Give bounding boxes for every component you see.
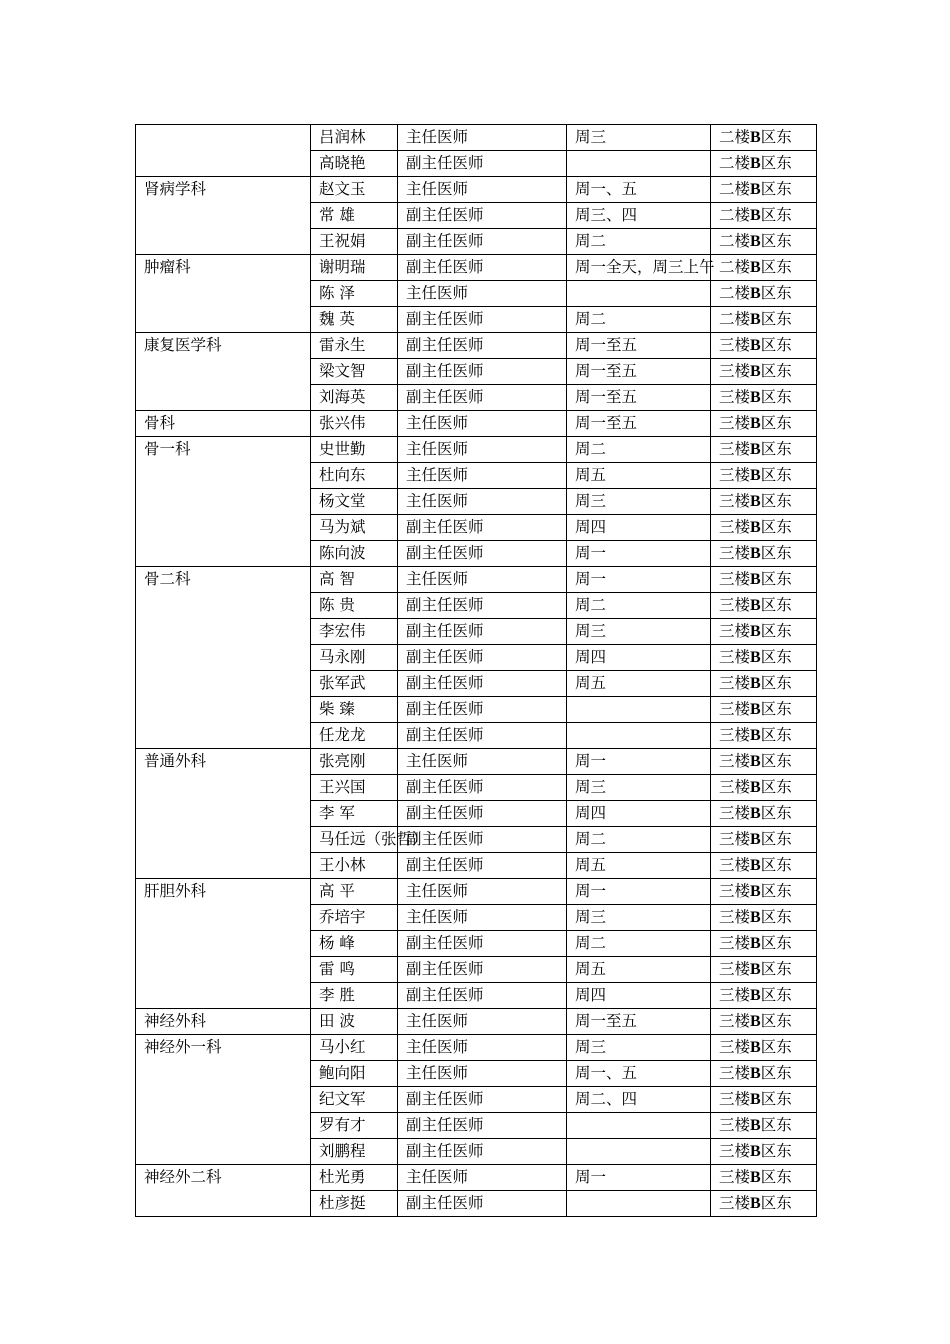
schedule-cell: 周三 xyxy=(567,775,711,801)
doctor-name-cell: 杜向东 xyxy=(311,463,398,489)
schedule-cell: 周一至五 xyxy=(567,411,711,437)
doctor-name-cell: 史世勤 xyxy=(311,437,398,463)
doctor-title-cell: 副主任医师 xyxy=(398,307,567,333)
doctor-title-cell: 副主任医师 xyxy=(398,255,567,281)
location-cell: 三楼B区东 xyxy=(711,801,817,827)
doctor-name-cell: 王祝娟 xyxy=(311,229,398,255)
schedule-cell: 周二 xyxy=(567,931,711,957)
schedule-cell: 周一 xyxy=(567,567,711,593)
table-row xyxy=(136,567,817,593)
doctor-title-cell: 副主任医师 xyxy=(398,593,567,619)
location-cell: 三楼B区东 xyxy=(711,723,817,749)
location-cell: 三楼B区东 xyxy=(711,1139,817,1165)
department-cell: 肿瘤科 xyxy=(136,255,311,333)
doctor-name-cell: 纪文军 xyxy=(311,1087,398,1113)
location-cell: 三楼B区东 xyxy=(711,957,817,983)
table-row xyxy=(136,255,817,281)
schedule-cell: 周一至五 xyxy=(567,385,711,411)
schedule-cell: 周一至五 xyxy=(567,359,711,385)
department-cell: 骨二科 xyxy=(136,567,311,749)
doctor-title-cell: 主任医师 xyxy=(398,437,567,463)
doctor-title-cell: 副主任医师 xyxy=(398,515,567,541)
schedule-cell: 周四 xyxy=(567,801,711,827)
location-cell: 三楼B区东 xyxy=(711,697,817,723)
doctor-name-cell: 雷 鸣 xyxy=(311,957,398,983)
doctor-name-cell: 柴 臻 xyxy=(311,697,398,723)
doctor-name-cell: 王兴国 xyxy=(311,775,398,801)
schedule-cell: 周二、四 xyxy=(567,1087,711,1113)
department-cell: 肝胆外科 xyxy=(136,879,311,1009)
doctor-title-cell: 副主任医师 xyxy=(398,619,567,645)
schedule-cell: 周五 xyxy=(567,463,711,489)
department-cell: 神经外一科 xyxy=(136,1035,311,1165)
location-cell: 三楼B区东 xyxy=(711,567,817,593)
location-cell: 三楼B区东 xyxy=(711,983,817,1009)
table-row xyxy=(136,879,817,905)
doctor-title-cell: 副主任医师 xyxy=(398,541,567,567)
doctor-name-cell: 李 军 xyxy=(311,801,398,827)
schedule-cell xyxy=(567,1191,711,1217)
doctor-name-cell: 常 雄 xyxy=(311,203,398,229)
doctor-title-cell: 副主任医师 xyxy=(398,957,567,983)
doctor-title-cell: 副主任医师 xyxy=(398,1113,567,1139)
department-cell: 神经外科 xyxy=(136,1009,311,1035)
doctor-title-cell: 副主任医师 xyxy=(398,1191,567,1217)
doctor-name-cell: 赵文玉 xyxy=(311,177,398,203)
doctor-name-cell: 刘海英 xyxy=(311,385,398,411)
location-cell: 三楼B区东 xyxy=(711,827,817,853)
location-cell: 三楼B区东 xyxy=(711,489,817,515)
schedule-cell: 周一 xyxy=(567,879,711,905)
schedule-cell: 周三 xyxy=(567,125,711,151)
doctor-title-cell: 副主任医师 xyxy=(398,723,567,749)
schedule-cell: 周三 xyxy=(567,619,711,645)
doctor-name-cell: 高晓艳 xyxy=(311,151,398,177)
schedule-cell: 周一、五 xyxy=(567,177,711,203)
doctor-name-cell: 陈 泽 xyxy=(311,281,398,307)
schedule-cell: 周一至五 xyxy=(567,1009,711,1035)
doctor-name-cell: 田 波 xyxy=(311,1009,398,1035)
location-cell: 二楼B区东 xyxy=(711,151,817,177)
location-cell: 三楼B区东 xyxy=(711,645,817,671)
location-cell: 三楼B区东 xyxy=(711,541,817,567)
schedule-cell xyxy=(567,1113,711,1139)
schedule-cell: 周一 xyxy=(567,541,711,567)
doctor-name-cell: 杨文堂 xyxy=(311,489,398,515)
location-cell: 三楼B区东 xyxy=(711,1087,817,1113)
location-cell: 三楼B区东 xyxy=(711,593,817,619)
schedule-cell: 周二 xyxy=(567,827,711,853)
location-cell: 三楼B区东 xyxy=(711,853,817,879)
doctor-name-cell: 梁文智 xyxy=(311,359,398,385)
doctor-title-cell: 副主任医师 xyxy=(398,801,567,827)
location-cell: 三楼B区东 xyxy=(711,515,817,541)
doctor-name-cell: 马永刚 xyxy=(311,645,398,671)
location-cell: 三楼B区东 xyxy=(711,1035,817,1061)
doctor-title-cell: 主任医师 xyxy=(398,1009,567,1035)
doctor-title-cell: 副主任医师 xyxy=(398,333,567,359)
table-row xyxy=(136,1035,817,1061)
doctor-title-cell: 主任医师 xyxy=(398,463,567,489)
schedule-cell: 周三 xyxy=(567,1035,711,1061)
doctor-name-cell: 雷永生 xyxy=(311,333,398,359)
doctor-name-cell: 高 平 xyxy=(311,879,398,905)
doctor-name-cell: 马小红 xyxy=(311,1035,398,1061)
doctor-name-cell: 杜彦挺 xyxy=(311,1191,398,1217)
department-cell: 骨科 xyxy=(136,411,311,437)
location-cell: 三楼B区东 xyxy=(711,619,817,645)
location-cell: 二楼B区东 xyxy=(711,307,817,333)
table-row xyxy=(136,1165,817,1191)
doctor-title-cell: 主任医师 xyxy=(398,879,567,905)
table-row xyxy=(136,749,817,775)
doctor-title-cell: 主任医师 xyxy=(398,489,567,515)
location-cell: 三楼B区东 xyxy=(711,931,817,957)
location-cell: 三楼B区东 xyxy=(711,1165,817,1191)
doctor-title-cell: 副主任医师 xyxy=(398,1087,567,1113)
doctor-title-cell: 主任医师 xyxy=(398,1165,567,1191)
doctor-title-cell: 副主任医师 xyxy=(398,229,567,255)
doctor-name-cell: 李 胜 xyxy=(311,983,398,1009)
schedule-cell xyxy=(567,281,711,307)
schedule-cell xyxy=(567,723,711,749)
schedule-body xyxy=(136,125,817,1217)
doctor-name-cell: 鲍向阳 xyxy=(311,1061,398,1087)
table-row xyxy=(136,177,817,203)
schedule-cell xyxy=(567,697,711,723)
department-cell: 肾病学科 xyxy=(136,177,311,255)
location-cell: 三楼B区东 xyxy=(711,775,817,801)
department-cell: 康复医学科 xyxy=(136,333,311,411)
doctor-title-cell: 副主任医师 xyxy=(398,359,567,385)
table-row xyxy=(136,125,817,151)
doctor-name-cell: 罗有才 xyxy=(311,1113,398,1139)
table-row xyxy=(136,333,817,359)
doctor-name-cell: 杨 峰 xyxy=(311,931,398,957)
doctor-name-cell: 谢明瑞 xyxy=(311,255,398,281)
location-cell: 三楼B区东 xyxy=(711,1009,817,1035)
schedule-cell xyxy=(567,1139,711,1165)
doctor-title-cell: 主任医师 xyxy=(398,125,567,151)
doctor-title-cell: 副主任医师 xyxy=(398,203,567,229)
doctor-title-cell: 主任医师 xyxy=(398,177,567,203)
doctor-title-cell: 主任医师 xyxy=(398,411,567,437)
doctor-title-cell: 副主任医师 xyxy=(398,931,567,957)
schedule-cell: 周一至五 xyxy=(567,333,711,359)
table-row xyxy=(136,437,817,463)
doctor-title-cell: 副主任医师 xyxy=(398,697,567,723)
table-row xyxy=(136,411,817,437)
doctor-title-cell: 副主任医师 xyxy=(398,151,567,177)
doctor-name-cell: 张亮刚 xyxy=(311,749,398,775)
location-cell: 二楼B区东 xyxy=(711,281,817,307)
doctor-title-cell: 副主任医师 xyxy=(398,645,567,671)
doctor-name-cell: 陈 贵 xyxy=(311,593,398,619)
location-cell: 二楼B区东 xyxy=(711,255,817,281)
doctor-name-cell: 杜光勇 xyxy=(311,1165,398,1191)
schedule-cell: 周五 xyxy=(567,957,711,983)
schedule-cell: 周一全天，周三上午 xyxy=(567,255,711,281)
location-cell: 三楼B区东 xyxy=(711,905,817,931)
doctor-name-cell: 魏 英 xyxy=(311,307,398,333)
location-cell: 三楼B区东 xyxy=(711,1191,817,1217)
location-cell: 三楼B区东 xyxy=(711,437,817,463)
location-cell: 三楼B区东 xyxy=(711,333,817,359)
schedule-cell: 周一、五 xyxy=(567,1061,711,1087)
location-cell: 三楼B区东 xyxy=(711,411,817,437)
doctor-title-cell: 副主任医师 xyxy=(398,983,567,1009)
doctor-title-cell: 主任医师 xyxy=(398,905,567,931)
schedule-cell: 周一 xyxy=(567,749,711,775)
doctor-title-cell: 主任医师 xyxy=(398,1035,567,1061)
location-cell: 二楼B区东 xyxy=(711,203,817,229)
location-cell: 三楼B区东 xyxy=(711,671,817,697)
location-cell: 二楼B区东 xyxy=(711,229,817,255)
doctor-name-cell: 吕润林 xyxy=(311,125,398,151)
doctor-name-cell: 王小林 xyxy=(311,853,398,879)
schedule-cell: 周三、四 xyxy=(567,203,711,229)
schedule-cell: 周二 xyxy=(567,437,711,463)
schedule-cell: 周五 xyxy=(567,671,711,697)
doctor-title-cell: 主任医师 xyxy=(398,281,567,307)
doctor-name-cell: 张军武 xyxy=(311,671,398,697)
schedule-cell: 周二 xyxy=(567,307,711,333)
schedule-cell: 周三 xyxy=(567,489,711,515)
schedule-cell: 周二 xyxy=(567,229,711,255)
schedule-cell: 周一 xyxy=(567,1165,711,1191)
location-cell: 三楼B区东 xyxy=(711,879,817,905)
doctor-name-cell: 张兴伟 xyxy=(311,411,398,437)
doctor-title-cell: 主任医师 xyxy=(398,749,567,775)
doctor-title-cell: 副主任医师 xyxy=(398,827,567,853)
doctor-name-cell: 任龙龙 xyxy=(311,723,398,749)
location-cell: 三楼B区东 xyxy=(711,359,817,385)
table-row xyxy=(136,1009,817,1035)
location-cell: 三楼B区东 xyxy=(711,1061,817,1087)
department-cell: 神经外二科 xyxy=(136,1165,311,1217)
location-cell: 三楼B区东 xyxy=(711,1113,817,1139)
department-cell: 骨一科 xyxy=(136,437,311,567)
schedule-cell: 周五 xyxy=(567,853,711,879)
clinic-schedule-table xyxy=(135,124,817,1217)
schedule-cell: 周四 xyxy=(567,515,711,541)
doctor-name-cell: 刘鹏程 xyxy=(311,1139,398,1165)
doctor-title-cell: 副主任医师 xyxy=(398,775,567,801)
schedule-cell: 周二 xyxy=(567,593,711,619)
department-cell xyxy=(136,125,311,177)
location-cell: 三楼B区东 xyxy=(711,463,817,489)
doctor-title-cell: 主任医师 xyxy=(398,567,567,593)
schedule-cell: 周四 xyxy=(567,983,711,1009)
doctor-name-cell: 陈向波 xyxy=(311,541,398,567)
doctor-title-cell: 副主任医师 xyxy=(398,671,567,697)
doctor-name-cell: 高 智 xyxy=(311,567,398,593)
schedule-cell: 周三 xyxy=(567,905,711,931)
schedule-cell xyxy=(567,151,711,177)
doctor-name-cell: 马为斌 xyxy=(311,515,398,541)
department-cell: 普通外科 xyxy=(136,749,311,879)
doctor-name-cell: 乔培宇 xyxy=(311,905,398,931)
location-cell: 二楼B区东 xyxy=(711,177,817,203)
doctor-name-cell: 马任远（张哲） xyxy=(311,827,398,853)
location-cell: 二楼B区东 xyxy=(711,125,817,151)
doctor-title-cell: 副主任医师 xyxy=(398,853,567,879)
location-cell: 三楼B区东 xyxy=(711,749,817,775)
location-cell: 三楼B区东 xyxy=(711,385,817,411)
doctor-title-cell: 主任医师 xyxy=(398,1061,567,1087)
schedule-cell: 周四 xyxy=(567,645,711,671)
doctor-name-cell: 李宏伟 xyxy=(311,619,398,645)
doctor-title-cell: 副主任医师 xyxy=(398,1139,567,1165)
doctor-title-cell: 副主任医师 xyxy=(398,385,567,411)
